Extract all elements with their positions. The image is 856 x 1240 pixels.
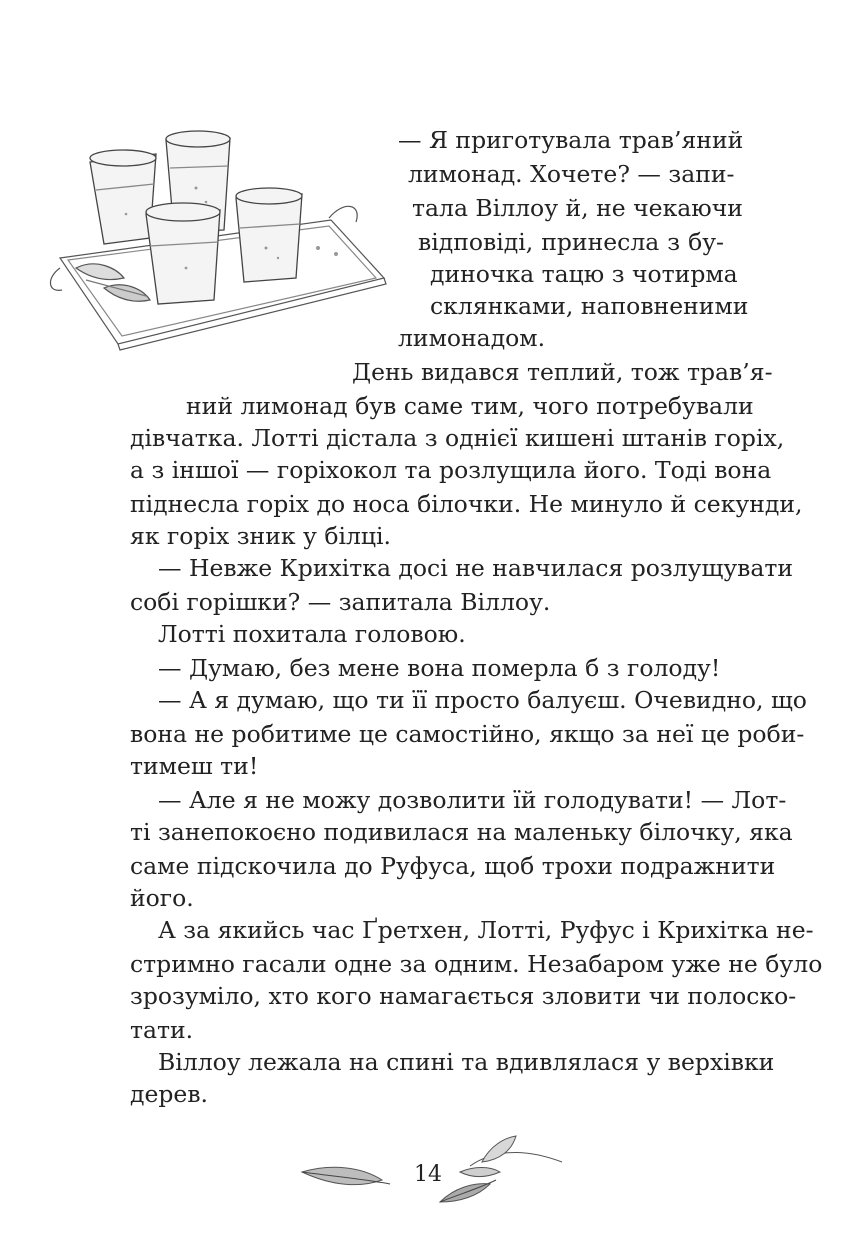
leaf-ornament-left — [300, 1158, 392, 1192]
text-line: вона не робитиме це самостійно, якщо за неї це роби- — [130, 720, 805, 748]
text-line: ний лимонад був саме тим, чого потребували — [186, 392, 754, 420]
text-line: — А я думаю, що ти її просто балуєш. Очевидно, що — [158, 686, 807, 714]
text-line: стримно гасали одне за одним. Незабаром уже не було — [130, 950, 823, 978]
text-line: тала Віллоу й, не чекаючи — [412, 194, 743, 222]
text-line: лимонад. Хочете? — запи- — [408, 160, 735, 188]
text-line: склянками, наповненими — [430, 292, 749, 320]
leaf-ornament-right — [430, 1132, 570, 1210]
page-number: 14 — [414, 1162, 442, 1187]
text-line: Віллоу лежала на спині та вдивлялася у верхівки — [158, 1048, 775, 1076]
text-line: — Думаю, без мене вона померла б з голоду! — [158, 654, 721, 682]
text-line: А за якийсь час Ґретхен, Лотті, Руфус і Крихітка не- — [158, 916, 814, 944]
text-line: як горіх зник у білці. — [130, 522, 392, 550]
text-line: лимонадом. — [398, 324, 546, 352]
text-line: — Невже Крихітка досі не навчилася розлущувати — [158, 554, 794, 582]
text-line: тимеш ти! — [130, 752, 259, 780]
text-line: а з іншої — горіхокол та розлущила його. Тоді вона — [130, 456, 772, 484]
text-line: дерев. — [130, 1080, 209, 1108]
text-line: Лотті похитала головою. — [158, 620, 466, 648]
text-line: дівчатка. Лотті дістала з однієї кишені штанів горіх, — [130, 424, 785, 452]
text-line: — Але я не можу дозволити їй голодувати! — Лот- — [158, 786, 787, 814]
lemonade-tray-illustration — [46, 118, 396, 358]
text-line: тати. — [130, 1016, 194, 1044]
text-line: саме підскочила до Руфуса, щоб трохи подражнити — [130, 852, 776, 880]
text-line: диночка тацю з чотирма — [430, 260, 738, 288]
text-line: його. — [130, 884, 194, 912]
text-line: зрозуміло, хто кого намагається зловити чи полоско- — [130, 982, 797, 1010]
text-line: — Я приготувала трав’яний — [398, 126, 744, 154]
text-line: ті занепокоєно подивилася на маленьку білочку, яка — [130, 818, 793, 846]
text-line: піднесла горіх до носа білочки. Не минуло й секунди, — [130, 490, 803, 518]
text-line: День видався теплий, тож трав’я- — [352, 358, 773, 386]
text-line: собі горішки? — запитала Віллоу. — [130, 588, 551, 616]
text-line: відповіді, принесла з бу- — [418, 228, 724, 256]
